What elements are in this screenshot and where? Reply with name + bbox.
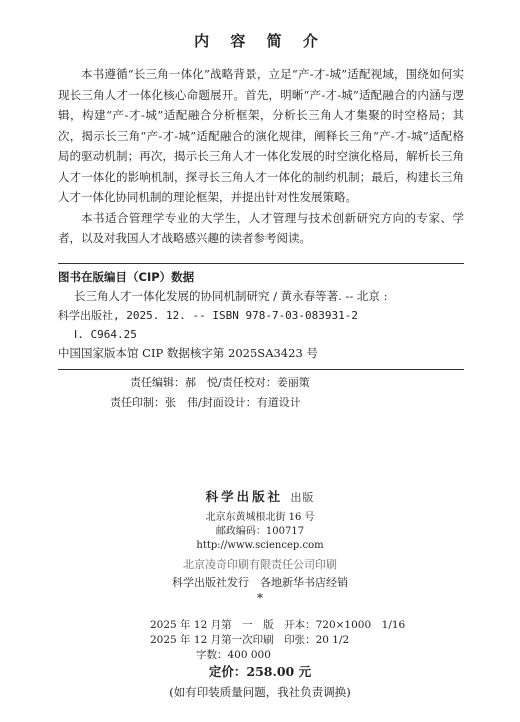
publisher-suffix: 出版 [290, 491, 315, 504]
distribution: 科学出版社发行 各地新华书店经销 [172, 576, 348, 589]
page-title: 内 容 简 介 [194, 32, 326, 50]
quality-note: (如有印装质量问题，我社负责调换) [169, 685, 351, 699]
publisher-address: 北京东黄城根北街 16 号 [205, 512, 315, 523]
specs-printing: 2025 年 12 月第一次印刷 印张：20 1/2 [150, 634, 350, 646]
price: 定价：258.00 元 [208, 664, 312, 679]
publisher-name-text: 科学出版社 [205, 489, 284, 504]
cip-line-2: 科学出版社, 2025. 12. -- ISBN 978-7-03-083931-2 [58, 309, 359, 322]
separator-star: * [257, 591, 263, 605]
publisher-name [0, 490, 520, 505]
publisher-url: http://www.sciencep.com [196, 540, 324, 551]
content-summary [58, 64, 464, 249]
specs-wordcount: 字数：400 000 [196, 649, 271, 661]
summary-paragraph-2: 本书适合管理学专业的大学生，人才管理与技术创新研究方向的专家、学者，以及对我国人才战略感兴趣的读者参考阅读。 [58, 210, 464, 245]
credits-editor: 责任编辑：郝 悦/责任校对：姜丽策 [130, 376, 310, 389]
specs-edition: 2025 年 12 月第 一 版 开本：720×1000 1/16 [150, 619, 406, 631]
cip-heading: 图书在版编目（CIP）数据 [58, 270, 195, 284]
publisher-postcode: 邮政编码：100717 [215, 526, 305, 537]
printer: 北京凌奇印刷有限责任公司印刷 [183, 558, 337, 571]
cip-line-1: 长三角人才一体化发展的协同机制研究 / 黄永春等著. -- 北京 : [74, 289, 388, 303]
credits [0, 373, 520, 413]
credits-printing: 责任印制：张 伟/封面设计：有道设计 [110, 396, 301, 409]
cip-block [58, 263, 464, 370]
cip-line-4: 中国国家版本馆 CIP 数据核字第 2025SA3423 号 [58, 346, 318, 360]
publisher-info [0, 490, 520, 604]
summary-paragraph-1: 本书遵循“长三角一体化”战略背景，立足“产-才-城”适配视域，围绕如何实现长三角人才一体化核心命题展开。首先，明晰“产-才-城”适配融合的内涵与逻辑，构建“产-才-城”适配融合分析框架，分析长三角人才集聚的时空格局；其次，揭示长三角“产-才-城”适配融合的演化规律，阐释长三角“产-才-城”适配格局的驱动机制；再次，揭示长三角人才一体化发展的时空演化格局，解析长三角人才一体化的影响机制，探寻长三角人才一体化的制约机制；最后，构建长三角人才一体化协同机制的理论框架，并提出针对性发展策略。 [58, 67, 464, 204]
cip-line-3: Ⅰ. C964.25 [74, 328, 137, 341]
print-specs [150, 618, 480, 663]
